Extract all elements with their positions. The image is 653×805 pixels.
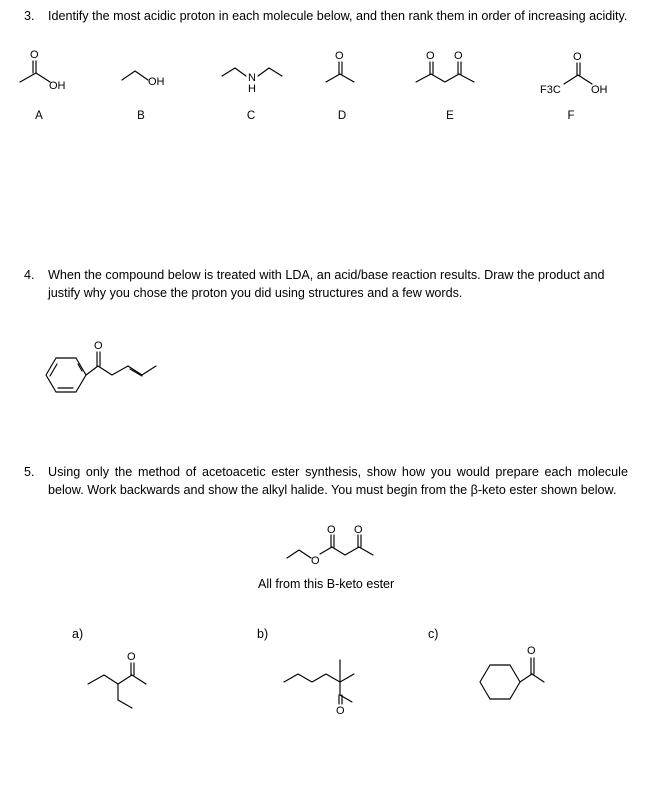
molecule-a-structure — [14, 48, 74, 93]
molecule-f-label: F — [567, 110, 575, 122]
molecule-f-atom-f3c: F3C — [540, 84, 561, 96]
molecule-d-structure — [320, 48, 370, 93]
molecule-f-atom-oh: OH — [591, 84, 608, 96]
question-5 — [24, 463, 628, 499]
ester-atom-o-ester: O — [327, 524, 336, 536]
molecule-e-structure — [412, 48, 492, 93]
question-4 — [24, 266, 628, 302]
molecule-b-label: B — [137, 110, 145, 122]
part-c-atom-o: O — [527, 645, 536, 657]
molecule-e-atom-o1: O — [426, 50, 435, 62]
question-4-atom-o: O — [94, 340, 103, 352]
question-4-number: 4. — [24, 268, 35, 282]
ester-atom-o-ether: O — [311, 555, 320, 567]
molecule-c-atom-h: H — [248, 83, 256, 95]
beta-keto-ester-caption: All from this B-keto ester — [258, 577, 395, 591]
part-b-structure — [280, 650, 380, 720]
part-b-label: b) — [257, 627, 269, 641]
molecule-d-atom-o: O — [335, 50, 344, 62]
question-4-text: When the compound below is treated with LDA, an acid/base reaction results. Draw the product and justify why you chose the proton you did using structures and a few words. — [48, 268, 605, 300]
question-3-text: Identify the most acidic proton in each molecule below, and then rank them in order of increasing acidity. — [48, 9, 628, 23]
part-c-structure — [474, 630, 564, 710]
question-5-number: 5. — [24, 465, 35, 479]
part-c-label: c) — [428, 627, 439, 641]
molecule-a-atom-oh: OH — [49, 80, 66, 92]
question-3 — [24, 7, 628, 25]
molecule-b-structure — [118, 62, 178, 92]
part-b-atom-o: O — [336, 705, 345, 717]
molecule-f-structure — [536, 48, 616, 98]
molecule-b-atom-oh: OH — [148, 76, 165, 88]
ester-atom-o-ketone: O — [354, 524, 363, 536]
question-3-number: 3. — [24, 9, 35, 23]
question-4-structure — [40, 330, 170, 405]
molecule-e-atom-o2: O — [454, 50, 463, 62]
molecule-a-atom-o: O — [30, 49, 39, 61]
molecule-f-atom-o: O — [573, 51, 582, 63]
part-a-structure — [84, 640, 164, 710]
molecule-c-atom-n: N — [248, 72, 256, 84]
molecule-c-structure — [218, 60, 298, 102]
molecule-c-label: C — [246, 110, 256, 122]
question-5-text: Using only the method of acetoacetic ester synthesis, show how you would prepare each molecule below. Work backwards and show the alkyl halide. You must begin from the β-keto ester shown below. — [48, 465, 628, 497]
part-a-label: a) — [72, 627, 84, 641]
molecule-e-label: E — [446, 110, 454, 122]
beta-keto-ester-structure — [283, 522, 393, 570]
molecule-a-label: A — [35, 110, 43, 122]
part-a-atom-o: O — [127, 651, 136, 663]
molecule-d-label: D — [337, 110, 347, 122]
